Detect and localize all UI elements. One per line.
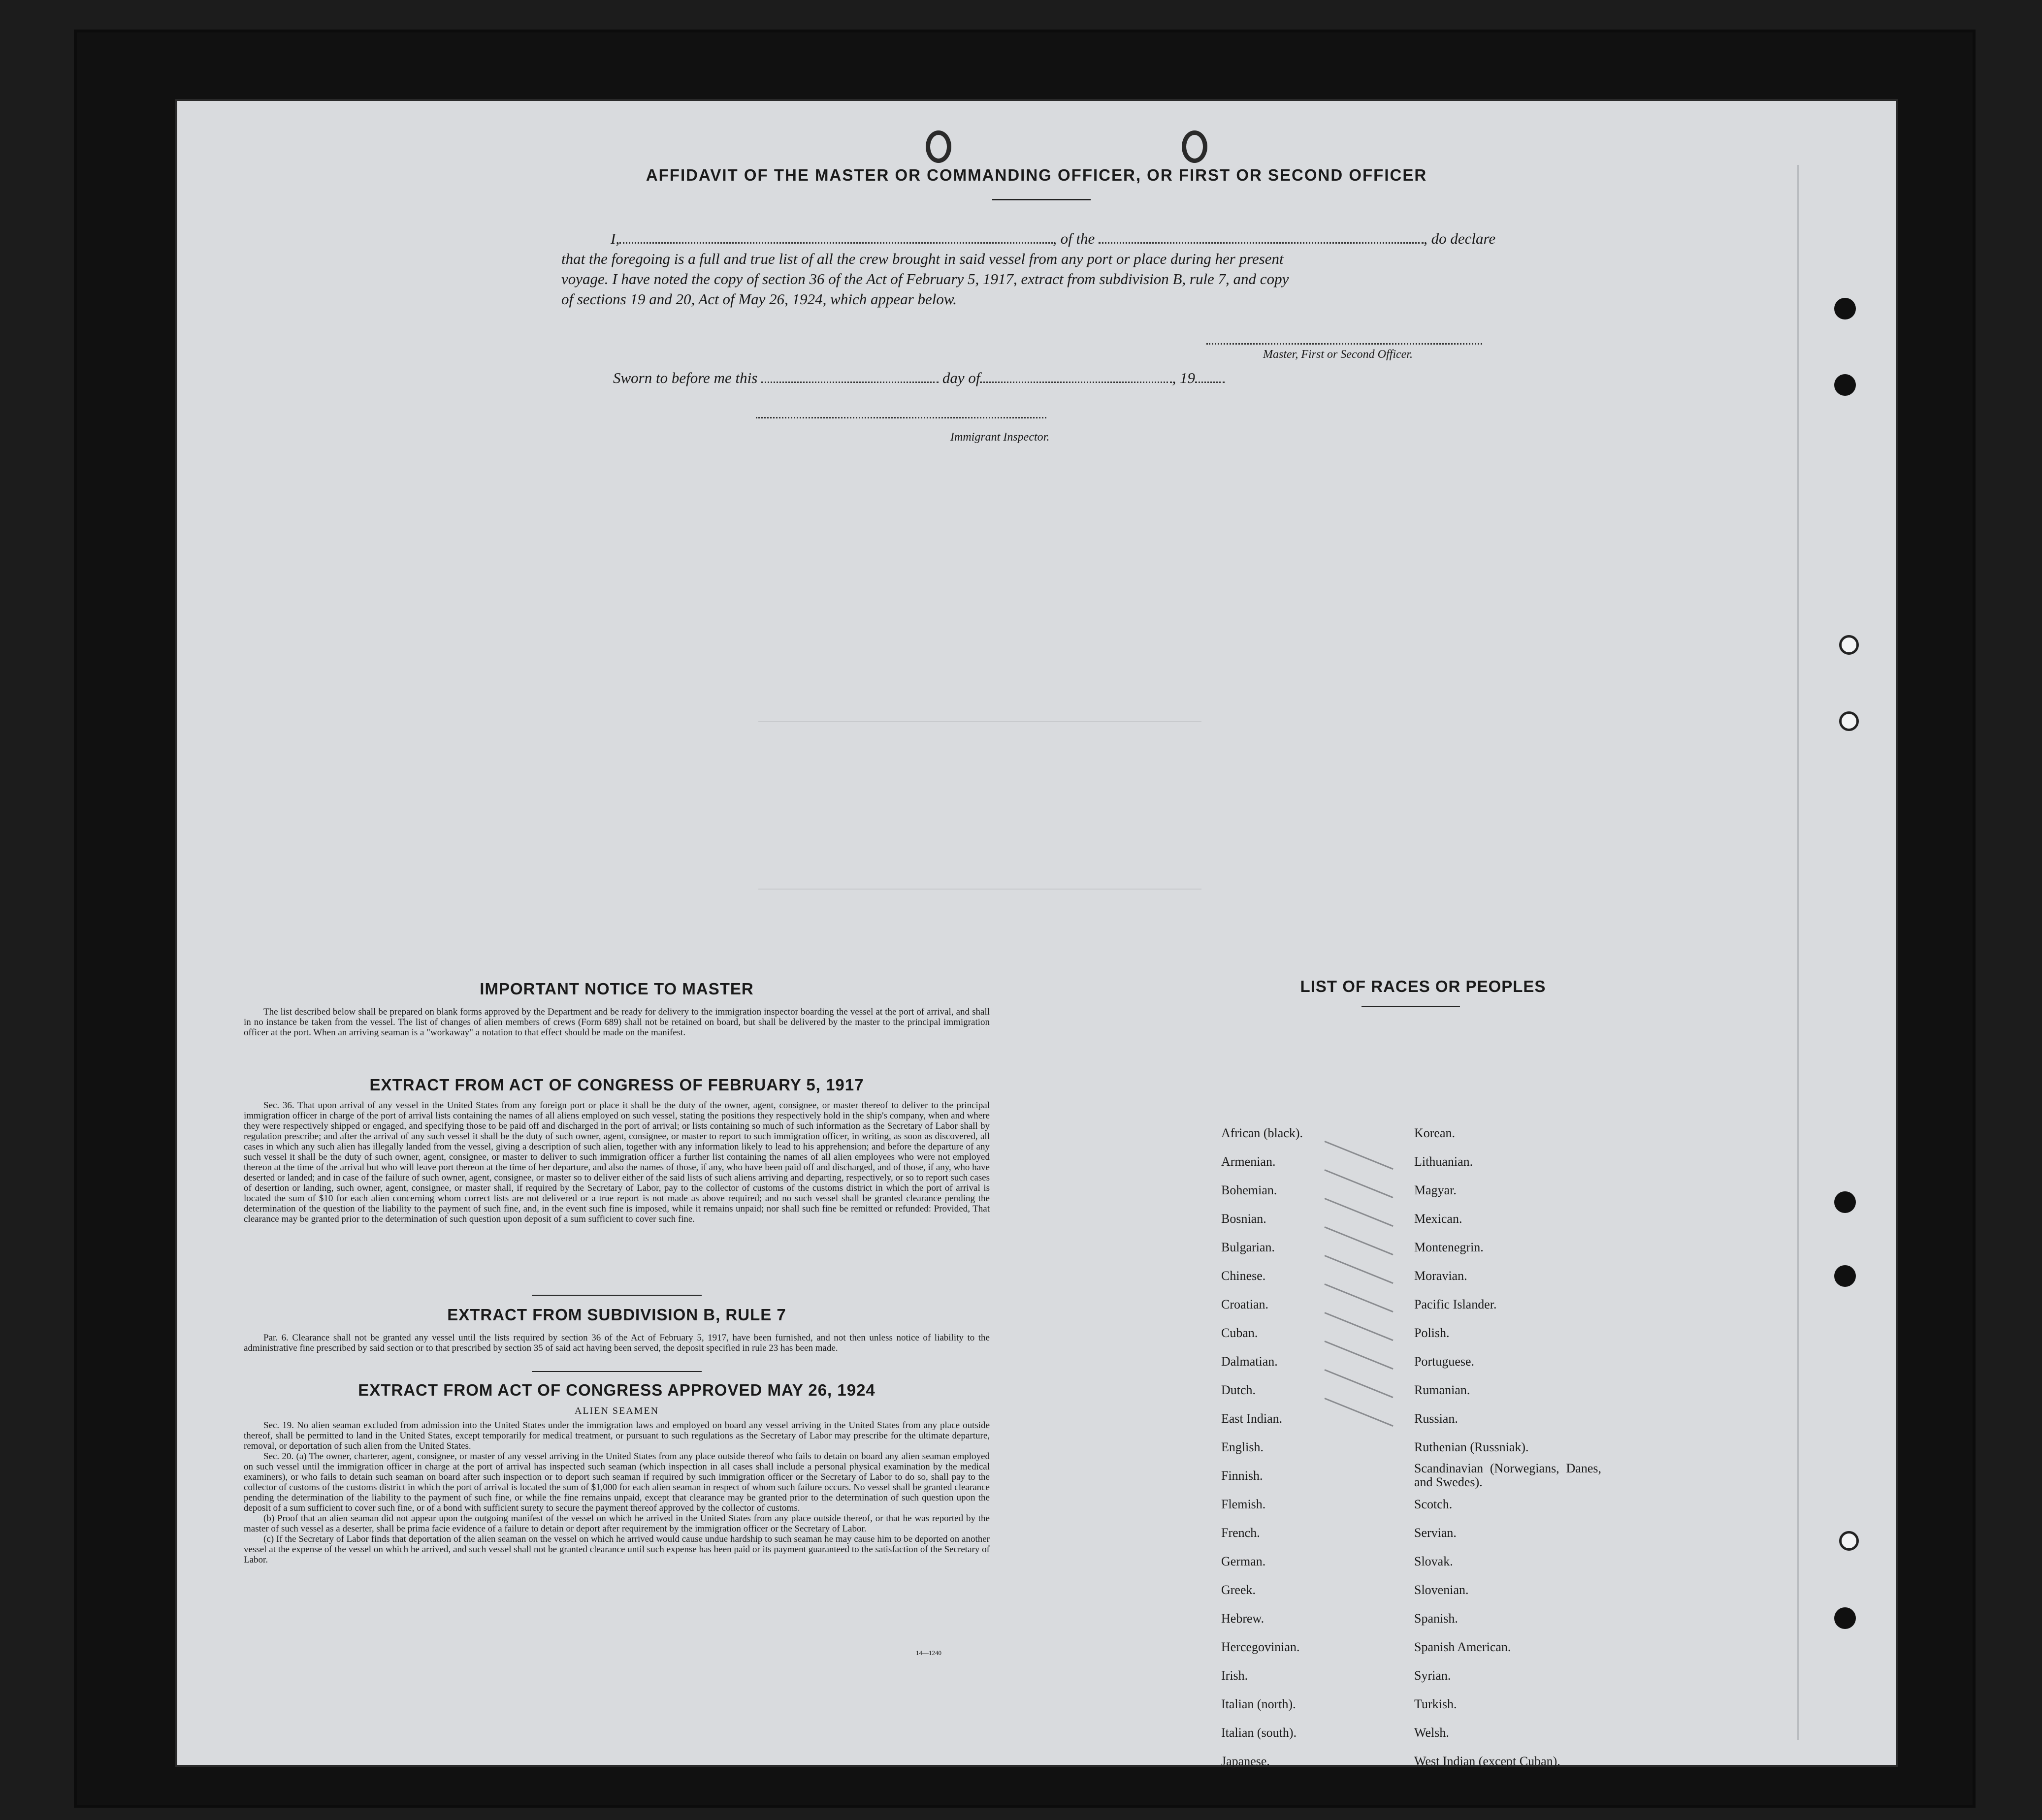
sworn-line: Sworn to before me this day of , 19 xyxy=(613,369,1225,387)
pencil-mark xyxy=(1324,1369,1393,1398)
race-item: Finnish. xyxy=(1221,1469,1263,1483)
punch-hole xyxy=(1839,635,1859,655)
race-item: Turkish. xyxy=(1414,1697,1457,1711)
race-item: Hercegovinian. xyxy=(1221,1640,1300,1654)
race-item: Lithuanian. xyxy=(1414,1154,1473,1169)
race-item: Dutch. xyxy=(1221,1383,1256,1397)
race-item: African (black). xyxy=(1221,1126,1303,1140)
pencil-mark xyxy=(1324,1255,1393,1284)
pencil-mark xyxy=(1324,1283,1393,1312)
race-item: Italian (north). xyxy=(1221,1697,1296,1711)
punch-hole xyxy=(1834,1265,1856,1287)
race-item: Italian (south). xyxy=(1221,1725,1297,1740)
race-item: Scandinavian (Norwegians, Danes, and Swedes). xyxy=(1414,1461,1601,1489)
name-field[interactable] xyxy=(619,230,1053,244)
race-item: Montenegrin. xyxy=(1414,1240,1484,1254)
pencil-mark xyxy=(1324,1312,1393,1341)
pencil-mark xyxy=(1324,1141,1393,1170)
extract-1924-text: Sec. 19. No alien seaman excluded from admission into the United States under the immigration laws and employed on board any vessel arriving in the United States from any place outside thereof, shall be permitted to land in the United States, except temporarily for medical treatment, or pursuant to such regulations as the Secretary of Labor may prescribe for the ultimate departure, removal, or deportation of such alien from the United States. Sec. 20. (a) The owner, charterer, agent, consignee, or master of any vessel arriving in the United States from any place outside thereof who fails to detain on board any alien seaman employed on such vessel until the immigration officer in charge at the port of arrival has inspected such seaman (which inspection in all cases shall include a personal physical examination by the medical examiners), or who fails to detain such seaman on board after such inspection or to deport such seaman if required by such immigration officer or the Secretary of Labor to do so, shall pay to the collector of customs of the customs district in which the port of arrival is located the sum of $1,000 for each alien seaman in respect of whom such failure occurs. No vessel shall be granted clearance pending the determination of the liability to the payment of such fine, or while the fine remains unpaid, except that clearance may be granted prior to the determination of such question upon the deposit of a sum sufficient to cover such fine, or of a bond with sufficient surety to secure the payment thereof approved by the collector of customs. (b) Proof that an alien seaman did not appear upon the outgoing manifest of the vessel on which he arrived in the United States from any place outside thereof, or that he was reported by the master of such vessel as a deserter, shall be prima facie evidence of a failure to detain or deport after requirement by the immigration officer or the Secretary of Labor. (c) If the Secretary of Labor finds that deportation of the alien seaman on the vessel on which he arrived would cause undue hardship to such seaman he may cause him to be deported on another vessel at the expense of the vessel on which he arrived, and such vessel shall not be granted clearance until such expense has been paid or its payment guaranteed to the satisfaction of the Secretary of Labor. xyxy=(244,1420,990,1565)
extract-1917-title: EXTRACT FROM ACT OF CONGRESS OF FEBRUARY 5, 1917 xyxy=(369,1076,864,1094)
punch-hole xyxy=(1834,1607,1856,1629)
race-item: Korean. xyxy=(1414,1126,1456,1140)
race-item: Slovenian. xyxy=(1414,1583,1469,1597)
pencil-mark xyxy=(1324,1341,1393,1370)
binding-hole xyxy=(926,130,951,163)
punch-hole xyxy=(1839,1531,1859,1551)
inspector-caption: Immigrant Inspector. xyxy=(950,431,1050,444)
master-caption: Master, First or Second Officer. xyxy=(1263,348,1413,361)
race-item: Portuguese. xyxy=(1414,1354,1475,1369)
race-item: Polish. xyxy=(1414,1326,1450,1340)
race-item: Rumanian. xyxy=(1414,1383,1470,1397)
extract-1917-text: Sec. 36. That upon arrival of any vessel in the United States from any foreign port or place it shall be the duty of the owner, agent, consignee, or master thereof to deliver to the principal immigration officer in charge of the port of arrival lists containing the names of all aliens employed on such vessel, stating the positions they respectively hold in the ship's company, when and where they were respectively shipped or engaged, and specifying those to be paid off and discharged in the port of arrival; or lists containing so much of such information as the Secretary of Labor shall by regulation prescribe; and after the arrival of any such vessel it shall be the duty of such owner, agent, consignee, or master to report to such immigration officer, in writing, as soon as discovered, all cases in which any such alien has illegally landed from the vessel, giving a description of such alien, together with any information likely to lead to his apprehension; and before the departure of any such vessel it shall be the duty of such owner, agent, consignee, or master to deliver to such immigration officer a further list containing the names of all alien employees who were not employed thereon at the time of the arrival but who will leave port thereon at the time of her departure, and also the names of those, if any, who have been paid off and discharged, and of those, if any, who have deserted or landed; and in case of the failure of such owner, agent, consignee, or master so to deliver either of the said lists of such aliens arriving and departing, respectively, or so to report such cases of desertion or landing, such owner, agent, consignee, or master shall, if required by the Secretary of Labor, pay to the collector of customs of the customs district in which the port of arrival is located the sum of $10 for each alien concerning whom correct lists are not delivered or a true report is not made as above required; and no such vessel shall be granted clearance pending the determination of the question of the liability to the payment of such fine, and, in the event such fine is imposed, while it remains unpaid; nor shall such fine be remitted or refunded: Provided, That clearance may be granted prior to the determination of such question upon deposit of a sum sufficient to cover such fine. xyxy=(244,1100,990,1224)
race-item: Syrian. xyxy=(1414,1668,1451,1683)
race-item: Dalmatian. xyxy=(1221,1354,1278,1369)
race-item: English. xyxy=(1221,1440,1264,1454)
race-item: Russian. xyxy=(1414,1411,1458,1426)
race-item: German. xyxy=(1221,1554,1266,1568)
binding-hole xyxy=(1182,130,1207,163)
race-item: Magyar. xyxy=(1414,1183,1457,1197)
form-number: 14—1240 xyxy=(916,1649,941,1657)
race-item: Slovak. xyxy=(1414,1554,1453,1568)
affidavit-line-4: of sections 19 and 20, Act of May 26, 1924, which appear below. xyxy=(561,290,957,308)
race-item: Bosnian. xyxy=(1221,1212,1266,1226)
race-item: Ruthenian (Russniak). xyxy=(1414,1440,1529,1454)
race-item: Servian. xyxy=(1414,1526,1457,1540)
sworn-year-field[interactable] xyxy=(1195,370,1225,383)
pencil-mark xyxy=(1324,1169,1393,1198)
punch-hole xyxy=(1839,711,1859,731)
race-item: Welsh. xyxy=(1414,1725,1449,1740)
race-item: Cuban. xyxy=(1221,1326,1258,1340)
race-item: Greek. xyxy=(1221,1583,1256,1597)
affidavit-line-3: voyage. I have noted the copy of section 36 of the Act of February 5, 1917, extract from subdivision B, rule 7, and copy xyxy=(561,270,1289,287)
document-page xyxy=(177,101,1896,1768)
race-item: Pacific Islander. xyxy=(1414,1297,1497,1311)
bleed-through-edge xyxy=(1797,165,1887,1740)
pencil-mark xyxy=(1324,1198,1393,1227)
race-item: Chinese. xyxy=(1221,1269,1266,1283)
affidavit-line-2: that the foregoing is a full and true list of all the crew brought in said vessel from any port or place during her present xyxy=(561,250,1284,267)
sworn-month-field[interactable] xyxy=(980,370,1172,383)
race-item: East Indian. xyxy=(1221,1411,1283,1426)
races-left-column xyxy=(1221,1119,1303,1776)
alien-seamen-subtitle: ALIEN SEAMEN xyxy=(574,1405,659,1416)
race-item: Croatian. xyxy=(1221,1297,1269,1311)
race-item: Bohemian. xyxy=(1221,1183,1277,1197)
race-item: Hebrew. xyxy=(1221,1611,1264,1626)
race-item: Scotch. xyxy=(1414,1497,1453,1511)
pencil-mark xyxy=(1324,1226,1393,1255)
race-item: Bulgarian. xyxy=(1221,1240,1275,1254)
race-item: French. xyxy=(1221,1526,1260,1540)
punch-hole xyxy=(1834,374,1856,396)
race-item: Irish. xyxy=(1221,1668,1248,1683)
races-right-column xyxy=(1414,1119,1601,1776)
races-title: LIST OF RACES OR PEOPLES xyxy=(1300,977,1546,995)
master-signature-line[interactable] xyxy=(1206,342,1482,345)
race-item: Japanese. xyxy=(1221,1754,1270,1768)
extract-rule7-title: EXTRACT FROM SUBDIVISION B, RULE 7 xyxy=(447,1306,786,1324)
notice-text: The list described below shall be prepared on blank forms approved by the Department and be ready for delivery to the immigration inspector boarding the vessel at the port of arrival, and shall in no instance be taken from the vessel. The list of changes of alien members of crews (Form 689) shall not be retained on board, but shall be delivered by the master to the principal immigration officer at the port. When an arriving seaman is a "workaway" a notation to that effect should be made on the manifest. xyxy=(244,1007,990,1038)
sworn-day-field[interactable] xyxy=(761,370,939,383)
extract-rule7-text: Par. 6. Clearance shall not be granted any vessel until the lists required by section 36 of the Act of February 5, 1917, have been furnished, and not then unless notice of liability to the administrative fine prescribed by said section or to that prescribed by section 35 of said act having been served, the deposit specified in rule 23 has been made. xyxy=(244,1333,990,1353)
inspector-signature-line[interactable] xyxy=(756,416,1046,418)
punch-hole xyxy=(1834,1191,1856,1213)
race-item: Flemish. xyxy=(1221,1497,1266,1511)
race-item: Spanish American. xyxy=(1414,1640,1511,1654)
notice-title: IMPORTANT NOTICE TO MASTER xyxy=(480,980,754,998)
punch-hole xyxy=(1834,298,1856,319)
affidavit-title: AFFIDAVIT OF THE MASTER OR COMMANDING OFFICER, OR FIRST OR SECOND OFFICER xyxy=(646,166,1427,184)
race-item: Armenian. xyxy=(1221,1154,1276,1169)
race-item: Moravian. xyxy=(1414,1269,1467,1283)
race-item: Spanish. xyxy=(1414,1611,1458,1626)
affidavit-line-1: I, , of the , do declare xyxy=(611,230,1496,247)
extract-1924-title: EXTRACT FROM ACT OF CONGRESS APPROVED MAY 26, 1924 xyxy=(358,1381,875,1399)
pencil-mark xyxy=(1324,1398,1393,1427)
race-item: West Indian (except Cuban). xyxy=(1414,1754,1560,1768)
race-item: Mexican. xyxy=(1414,1212,1462,1226)
vessel-field[interactable] xyxy=(1099,230,1424,244)
